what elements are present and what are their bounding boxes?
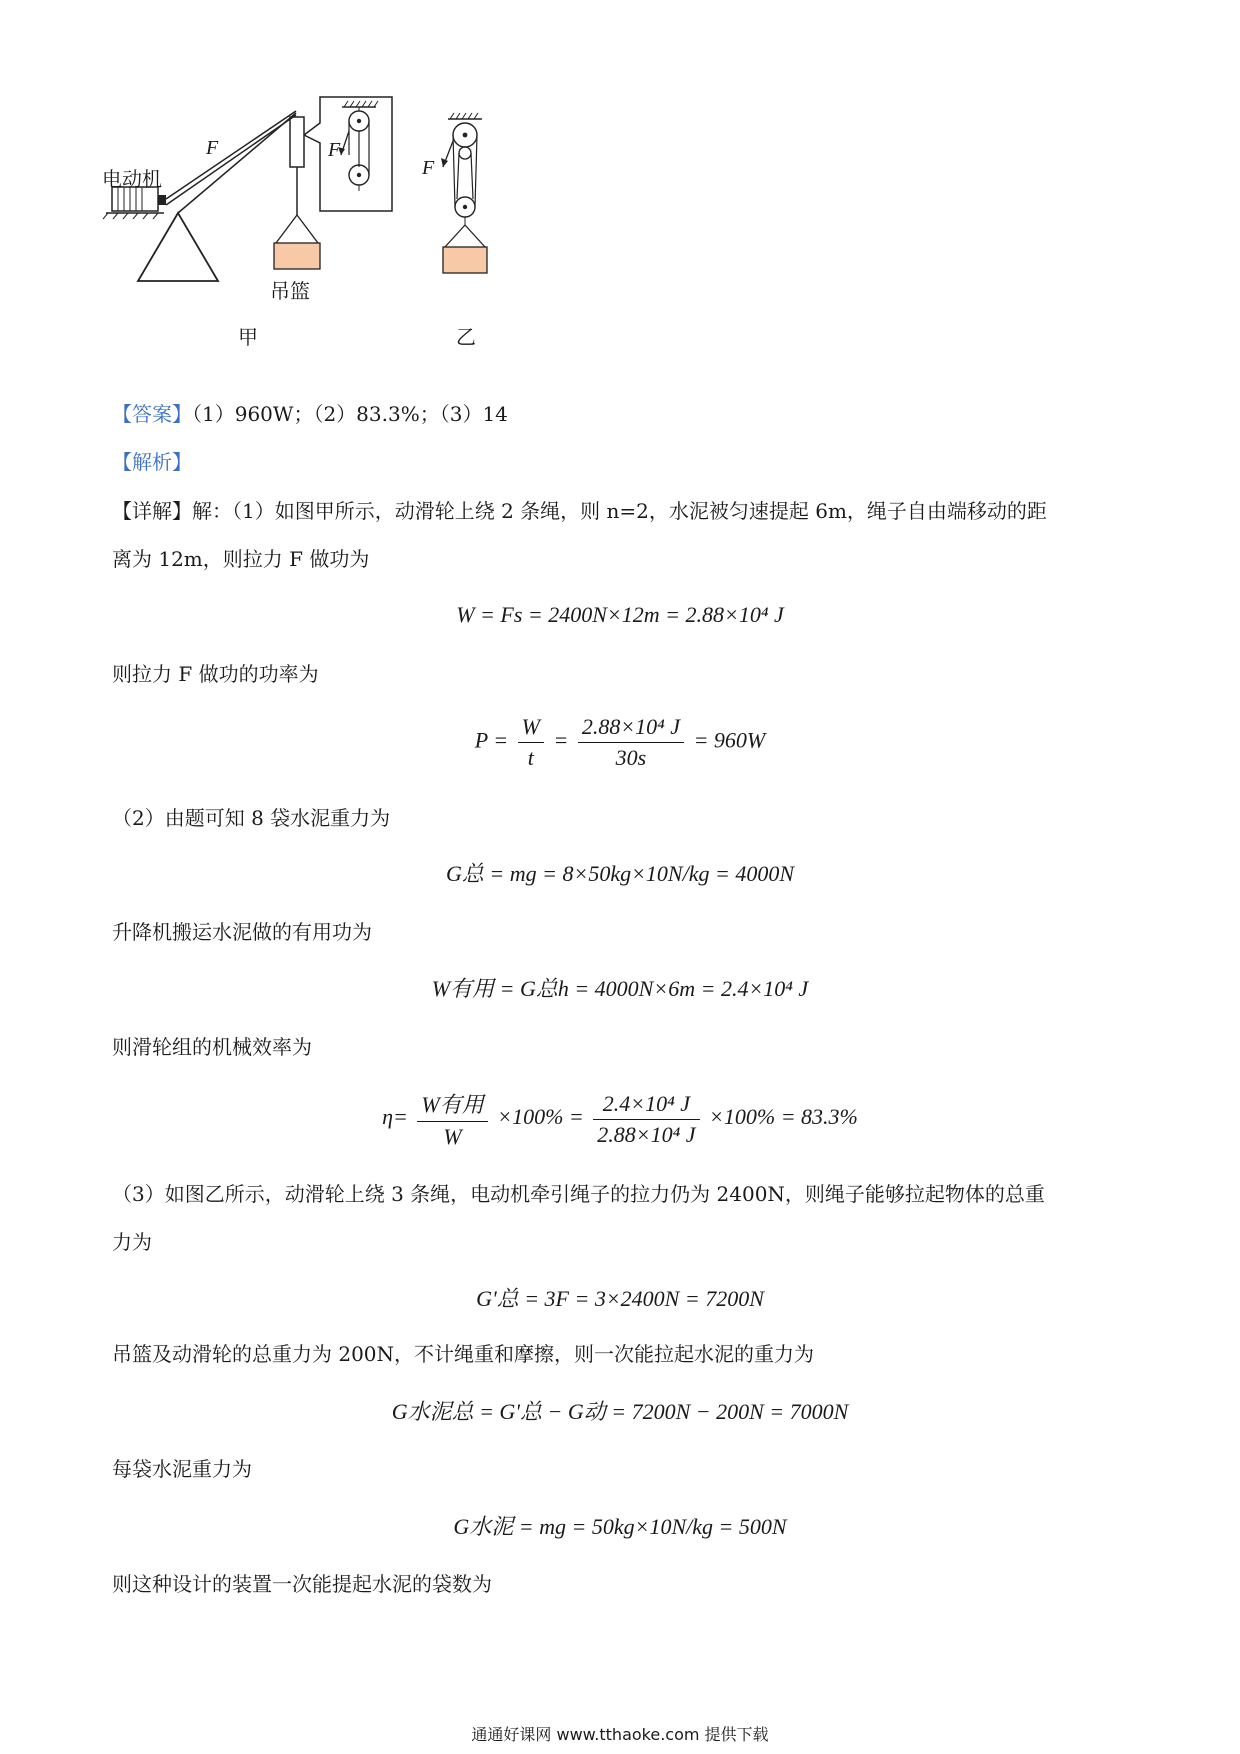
- eq5-fraction-1: [417, 1088, 487, 1150]
- answer-bracket: 【答案】: [112, 402, 192, 426]
- eq2-f1-num: W: [518, 714, 544, 743]
- analysis-bracket: 【解析】: [112, 450, 192, 474]
- pulley-block: [290, 117, 304, 167]
- detail-p6-line1: （3）如图乙所示，动滑轮上绕 3 条绳，电动机牵引绳子的拉力仍为 2400N，则绳子能够拉起物体的总重: [112, 1182, 1045, 1206]
- equation-efficiency: [0, 1088, 1240, 1150]
- detail-bracket: 【详解】: [112, 499, 192, 523]
- detail-p7: 吊篮及动滑轮的总重力为 200N，不计绳重和摩擦，则一次能拉起水泥的重力为: [112, 1342, 815, 1366]
- eq5-lhs: η=: [382, 1104, 408, 1130]
- eq5-f2-den: 2.88×10⁴ J: [597, 1121, 696, 1147]
- detail-line-1: [112, 497, 1047, 525]
- equation-work: W = Fs = 2400N×12m = 2.88×10⁴ J: [456, 602, 784, 627]
- force-label-callout: F: [328, 139, 341, 161]
- figure-label-a: 甲: [238, 325, 258, 349]
- motor-label: 电动机: [102, 167, 162, 191]
- detail-p6-line2: 力为: [112, 1230, 152, 1254]
- eq5-mid: ×100% =: [497, 1104, 584, 1130]
- eq2-fraction-1: [518, 714, 544, 771]
- eq2-lhs: P =: [474, 727, 509, 753]
- eq5-f1-num: W有用: [417, 1088, 487, 1122]
- analysis-heading: [112, 448, 192, 476]
- eq2-fraction-2: [578, 714, 684, 771]
- page-footer: 通通好课网 www.tthaoke.com 提供下载: [471, 1725, 769, 1744]
- force-label-b: F: [422, 157, 435, 179]
- detail-p4: 升降机搬运水泥做的有用功为: [112, 920, 372, 944]
- pulley-figure: [100, 95, 580, 385]
- detail-p8: 每袋水泥重力为: [112, 1457, 252, 1481]
- eq2-f2-den: 30s: [615, 745, 647, 770]
- eq2-f1-den: t: [527, 745, 534, 770]
- support-triangle: [138, 213, 218, 281]
- eq5-rhs: ×100% = 83.3%: [709, 1104, 858, 1130]
- basket-label: 吊篮: [270, 279, 310, 303]
- eq2-f2-num: 2.88×10⁴ J: [578, 714, 684, 743]
- eq5-f1-den: W: [443, 1124, 462, 1149]
- equation-cement-total: G水泥总 = G'总 − G动 = 7200N − 200N = 7000N: [391, 1399, 849, 1424]
- basket-shape-b: [443, 247, 487, 273]
- equation-power: P = $\frac{W}{t}$ = $\frac{\text{2.88×10⁴ J}}{30s}$ = 960W: [474, 714, 766, 770]
- eq5-fraction-2: [593, 1091, 699, 1148]
- equation-total-weight-b: G'总 = 3F = 3×2400N = 7200N: [476, 1286, 764, 1311]
- force-label-a: F: [206, 137, 219, 159]
- detail-p2: 则拉力 F 做功的功率为: [112, 662, 319, 686]
- detail-p1-line2: 离为 12m，则拉力 F 做功为: [112, 547, 370, 571]
- detail-p9: 则这种设计的装置一次能提起水泥的袋数为: [112, 1572, 492, 1596]
- eq2-rhs: = 960W: [693, 727, 766, 753]
- equation-cement-bag: G水泥 = mg = 50kg×10N/kg = 500N: [453, 1514, 787, 1539]
- figure-label-b: 乙: [456, 325, 476, 349]
- detail-p1-line1: 解：（1）如图甲所示，动滑轮上绕 2 条绳，则 n=2，水泥被匀速提起 6m，绳子自由端移动的距: [192, 499, 1047, 523]
- detail-p3: （2）由题可知 8 袋水泥重力为: [112, 806, 391, 830]
- equation-useful-work: W有用 = G总h = 4000N×6m = 2.4×10⁴ J: [431, 976, 809, 1001]
- detail-p5: 则滑轮组的机械效率为: [112, 1035, 312, 1059]
- basket-shape: [274, 243, 320, 269]
- answer-line: [112, 400, 508, 428]
- eq5-f2-num: 2.4×10⁴ J: [593, 1091, 699, 1120]
- equation-total-weight: G总 = mg = 8×50kg×10N/kg = 4000N: [446, 861, 794, 886]
- answer-text: （1）960W；（2）83.3%；（3）14: [192, 402, 508, 426]
